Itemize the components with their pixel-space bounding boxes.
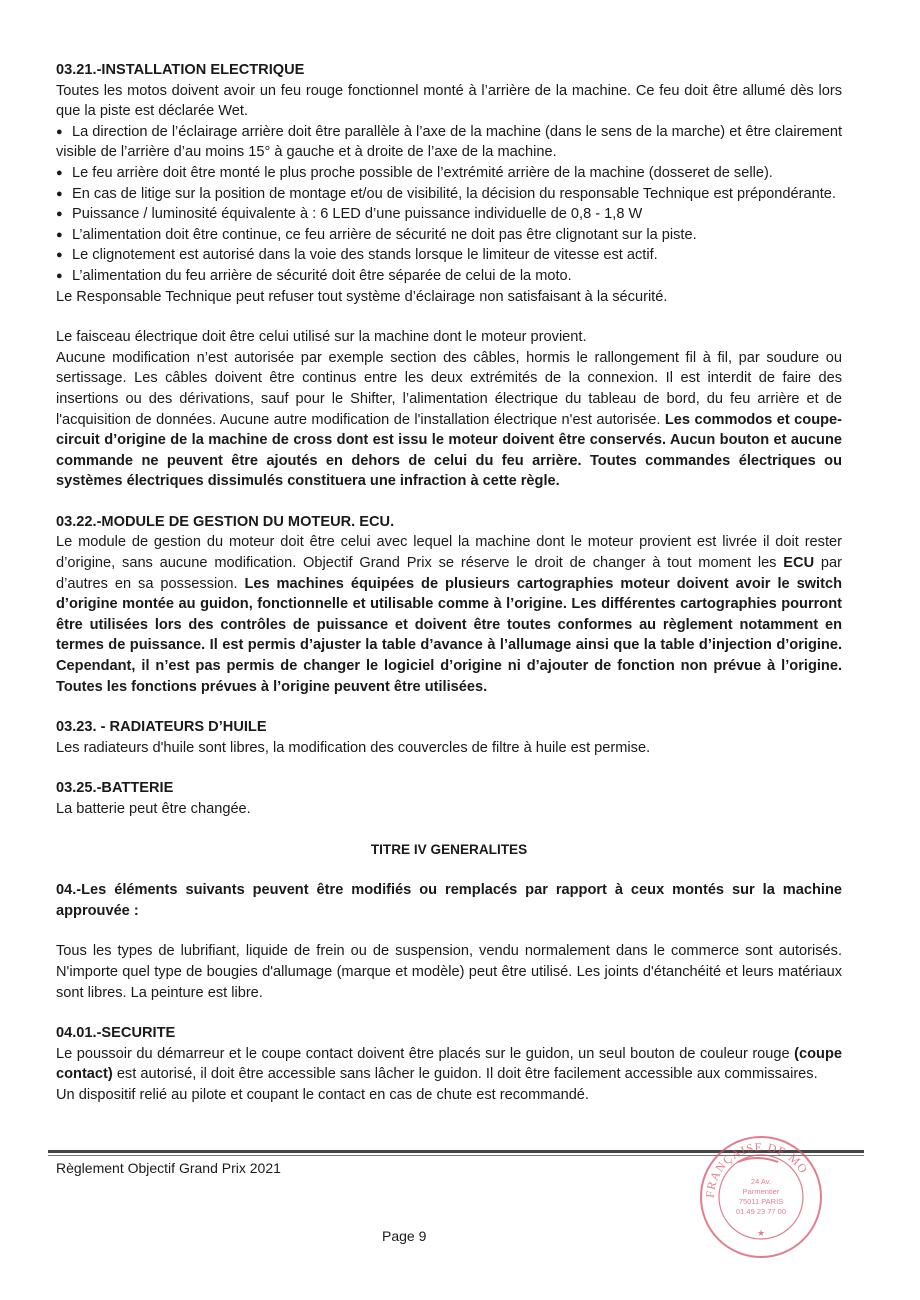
list-item: ● Le clignotement est autorisé dans la voie des stands lorsque le limiteur de vitesse est actif. [56,245,842,266]
title-iv-heading: TITRE IV GENERALITES [370,841,528,857]
paragraph: Le module de gestion du moteur doit être celui avec lequel la machine dont le moteur provient est livrée il doit rester d’origine, sans aucune modification. Objectif Grand Prix se réserve le droit de changer à tout moment les ECU par d’autres en sa possession. Les machines équipées de plusieurs cartographies moteur doivent avoir le switch d’origine montée au guidon, fonctionnelle et utilisable comme à l’origine. Les différentes cartographies pourront être utilisées lors des contrôles de puissance et doivent être toutes conformes au règlement notamment en termes de puissance. Il est permis d’ajuster la table d’avance à l’allumage ainsi que la table d’injection d’origine. Cependant, il n’est pas permis de changer le logiciel d’origine ni d’ajouter de fonction non prévue à l’origine. Toutes les fonctions prévues à l’origine peuvent être utilisées. [56,534,843,695]
bullet-icon: ● [56,208,63,221]
paragraph: Les radiateurs d'huile sont libres, la modification des couvercles de filtre à huile est permise. [56,739,651,756]
bullet-icon: ● [56,125,63,138]
paragraph: Le faisceau électrique doit être celui utilisé sur la machine dont le moteur provient. [56,329,587,346]
section-title-04: 04.-Les éléments suivants peuvent être modifiés ou remplacés par rapport à ceux montés sur la machine approuvée : [56,882,842,919]
svg-text:★: ★ [756,1228,766,1238]
document-body [56,60,842,1106]
list-item: ● Puissance / luminosité équivalente à : 6 LED d’une puissance individuelle de 0,8 - 1,8 W [56,204,842,225]
section-title-0321: 03.21.-INSTALLATION ELECTRIQUE [56,62,305,78]
paragraph: La batterie peut être changée. [56,801,251,817]
footer-document-title: Règlement Objectif Grand Prix 2021 [56,1160,281,1176]
section-title-0323: 03.23. - RADIATEURS D’HUILE [56,719,267,736]
list-item: ● L’alimentation du feu arrière de sécurité doit être séparée de celui de la moto. [56,266,842,287]
list-item: ● Le feu arrière doit être monté le plus proche possible de l’extrémité arrière de la machine (dosseret de selle). [56,163,842,184]
paragraph: Toutes les motos doivent avoir un feu rouge fonctionnel monté à l’arrière de la machine. Ce feu doit être allumé dès lors que la piste est déclarée Wet. [56,82,842,120]
bullet-icon: ● [56,269,63,282]
svg-text:FRANÇAISE DE MO: FRANÇAISE DE MO [702,1139,812,1199]
paragraph: Aucune modification n’est autorisée par exemple section des câbles, hormis le rallongement fil à fil, par soudure ou sertissage. Les câbles doivent être continus entre les deux extrémités de la connexion. Il est interdit de faire des insertions ou des dérivations, sauf pour le Shifter, l’alimentation électrique du tableau de bord, du feu arrière et de l'acquisition de données. Aucune autre modification de l'installation électrique n'est autorisée. Les commodos et coupe-circuit d’origine de la machine de cross dont est issu le moteur doivent être conservés. Aucun bouton et aucune commande ne peuvent être ajoutés en dehors de celui du feu arrière. Toutes commandes électriques ou systèmes électriques dissimulés constituera une infraction à cette règle. [56,349,842,490]
list-item: ● L’alimentation doit être continue, ce feu arrière de sécurité ne doit pas être clignotant sur la piste. [56,225,842,246]
bullet-list [56,122,842,287]
list-item: ● En cas de litige sur la position de montage et/ou de visibilité, la décision du responsable Technique est prépondérante. [56,184,842,205]
bullet-icon: ● [56,166,63,179]
page-number: Page 9 [382,1228,427,1244]
list-item: ● La direction de l’éclairage arrière doit être parallèle à l’axe de la machine (dans le sens de la marche) et être clairement visible de l’arrière d’au moins 15° à gauche et à droite de l’axe de la machine. [56,123,842,161]
section-title-0401: 04.01.-SECURITE [56,1025,176,1042]
bullet-icon: ● [56,228,63,241]
svg-text:01 49 23 77 00: 01 49 23 77 00 [735,1207,787,1216]
paragraph: Tous les types de lubrifiant, liquide de frein ou de suspension, vendu normalement dans le commerce sont autorisés. N'importe quel type de bougies d'allumage (marque et modèle) peut être utilisé. Les joints d'étanchéité et leurs matériaux sont libres. La peinture est libre. [56,943,842,1001]
bullet-icon: ● [56,187,63,200]
official-stamp-icon [696,1132,826,1262]
svg-text:Parmentier: Parmentier [742,1187,780,1196]
section-title-0322: 03.22.-MODULE DE GESTION DU MOTEUR. ECU. [56,513,395,530]
paragraph: Le Responsable Technique peut refuser tout système d’éclairage non satisfaisant à la sécurité. [56,288,668,305]
section-title-0325: 03.25.-BATTERIE [56,780,174,797]
paragraph: Un dispositif relié au pilote et coupant le contact en cas de chute est recommandé. [56,1086,589,1103]
svg-text:75011 PARIS: 75011 PARIS [738,1197,784,1206]
bullet-icon: ● [56,249,63,262]
paragraph: Le poussoir du démarreur et le coupe contact doivent être placés sur le guidon, un seul bouton de couleur rouge (coupe contact) est autorisé, il doit être accessible sans lâcher le guidon. Il doit être facilement accessible aux commissaires. [56,1045,842,1083]
svg-text:24 Av.: 24 Av. [750,1177,772,1186]
